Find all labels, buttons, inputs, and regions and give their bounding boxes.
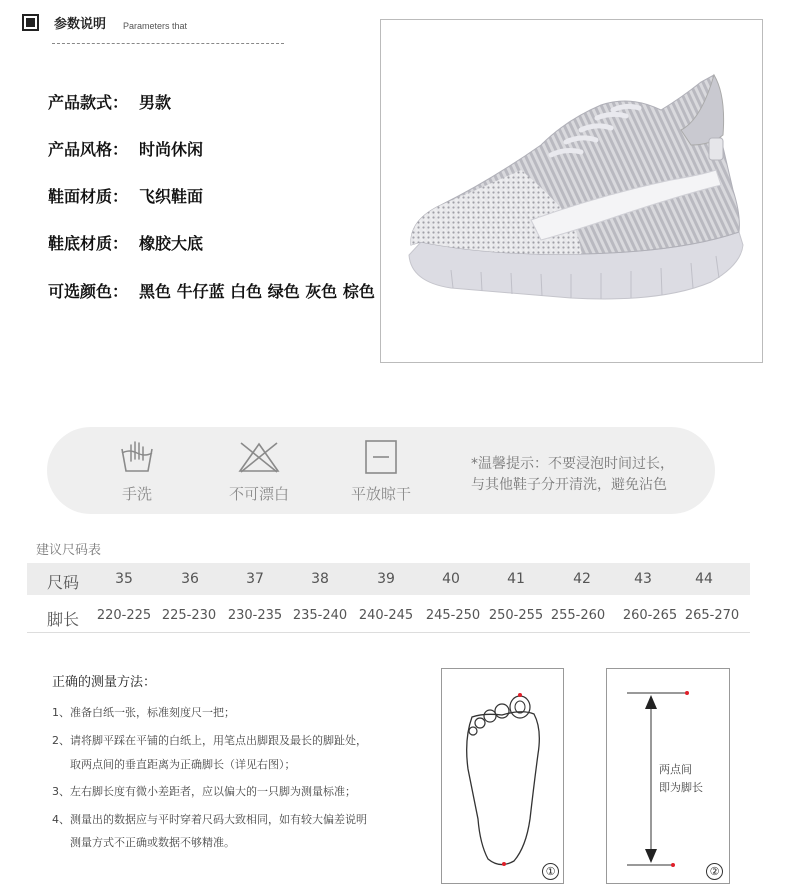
measurement-step: 1、准备白纸一张，标准刻度尺一把；	[52, 706, 235, 719]
size-row	[27, 563, 750, 595]
foot-length-row	[27, 600, 750, 633]
care-label: 不可漂白	[228, 485, 289, 503]
measurement-step: 测量方式不正确或数据不够精准。	[70, 836, 235, 849]
length-label	[659, 761, 703, 797]
product-image	[380, 19, 763, 363]
care-tip-line: *温馨提示：不要浸泡时间过长，	[471, 456, 674, 472]
length-cell: 255-260	[550, 608, 606, 623]
param-row-upper	[48, 184, 203, 207]
diagram-number-1: ①	[542, 863, 559, 880]
care-instructions-panel	[47, 427, 715, 514]
length-row-header: 脚长	[47, 610, 80, 629]
hand-wash-icon	[117, 439, 157, 475]
measurement-step: 取两点间的垂直距离为正确脚长（详见右图）；	[70, 758, 296, 771]
size-cell: 39	[377, 571, 395, 587]
length-diagram	[606, 668, 730, 884]
measurement-step: 2、请将脚平踩在平铺的白纸上，用笔点出脚跟及最长的脚趾处，	[52, 734, 367, 747]
size-cell: 35	[115, 571, 133, 587]
care-item-hand-wash	[112, 439, 162, 504]
param-label: 产品风格：	[48, 140, 129, 159]
header-square-icon	[22, 14, 39, 31]
length-label-line: 两点间	[659, 763, 692, 776]
section-subtitle: Parameters that	[123, 21, 188, 31]
param-label: 鞋面材质：	[48, 187, 129, 206]
param-row-style	[48, 90, 171, 113]
length-cell: 250-255	[488, 608, 544, 623]
measurement-title: 正确的测量方法：	[52, 675, 157, 690]
foot-outline-icon	[442, 669, 563, 883]
param-value: 男款	[139, 93, 172, 112]
size-row-header: 尺码	[47, 573, 80, 592]
care-label: 手洗	[121, 485, 152, 503]
size-cell: 40	[442, 571, 460, 587]
param-value: 时尚休闲	[139, 140, 204, 159]
size-cell: 41	[507, 571, 525, 587]
care-item-no-bleach	[219, 439, 299, 504]
foot-diagram	[441, 668, 564, 884]
measurement-step: 4、测量出的数据应与平时穿着尺码大致相同，如有较大偏差说明	[52, 813, 367, 826]
sneaker-illustration	[381, 20, 762, 362]
param-row-sole	[48, 231, 203, 254]
dry-flat-icon	[363, 439, 399, 475]
care-tip-line: 与其他鞋子分开清洗，避免沾色	[471, 477, 667, 493]
size-cell: 37	[246, 571, 264, 587]
diagram-number-2: ②	[706, 863, 723, 880]
size-table-title: 建议尺码表	[36, 543, 102, 558]
param-row-colors	[48, 279, 375, 302]
length-label-line: 即为脚长	[659, 781, 703, 794]
size-cell: 42	[573, 571, 591, 587]
length-cell: 235-240	[292, 608, 348, 623]
size-cell: 36	[181, 571, 199, 587]
length-cell: 245-250	[425, 608, 481, 623]
param-label: 产品款式：	[48, 93, 129, 112]
measurement-step: 3、左右脚长度有微小差距者，应以偏大的一只脚为测量标准；	[52, 785, 356, 798]
length-cell: 230-235	[227, 608, 283, 623]
length-cell: 225-230	[161, 608, 217, 623]
size-cell: 38	[311, 571, 329, 587]
no-bleach-icon	[236, 439, 282, 475]
param-label: 可选颜色：	[48, 282, 129, 301]
param-value: 黑色 牛仔蓝 白色 绿色 灰色 棕色	[139, 282, 375, 301]
care-label: 平放晾干	[350, 485, 411, 503]
title-divider	[52, 43, 284, 44]
param-value: 飞织鞋面	[139, 187, 204, 206]
care-tip	[471, 454, 674, 496]
param-value: 橡胶大底	[139, 234, 204, 253]
param-label: 鞋底材质：	[48, 234, 129, 253]
length-cell: 220-225	[96, 608, 152, 623]
section-title: 参数说明	[54, 17, 107, 32]
care-item-dry-flat	[341, 439, 421, 504]
length-cell: 265-270	[684, 608, 740, 623]
size-cell: 43	[634, 571, 652, 587]
length-cell: 240-245	[358, 608, 414, 623]
length-cell: 260-265	[622, 608, 678, 623]
param-row-fashion	[48, 137, 203, 160]
size-cell: 44	[695, 571, 713, 587]
